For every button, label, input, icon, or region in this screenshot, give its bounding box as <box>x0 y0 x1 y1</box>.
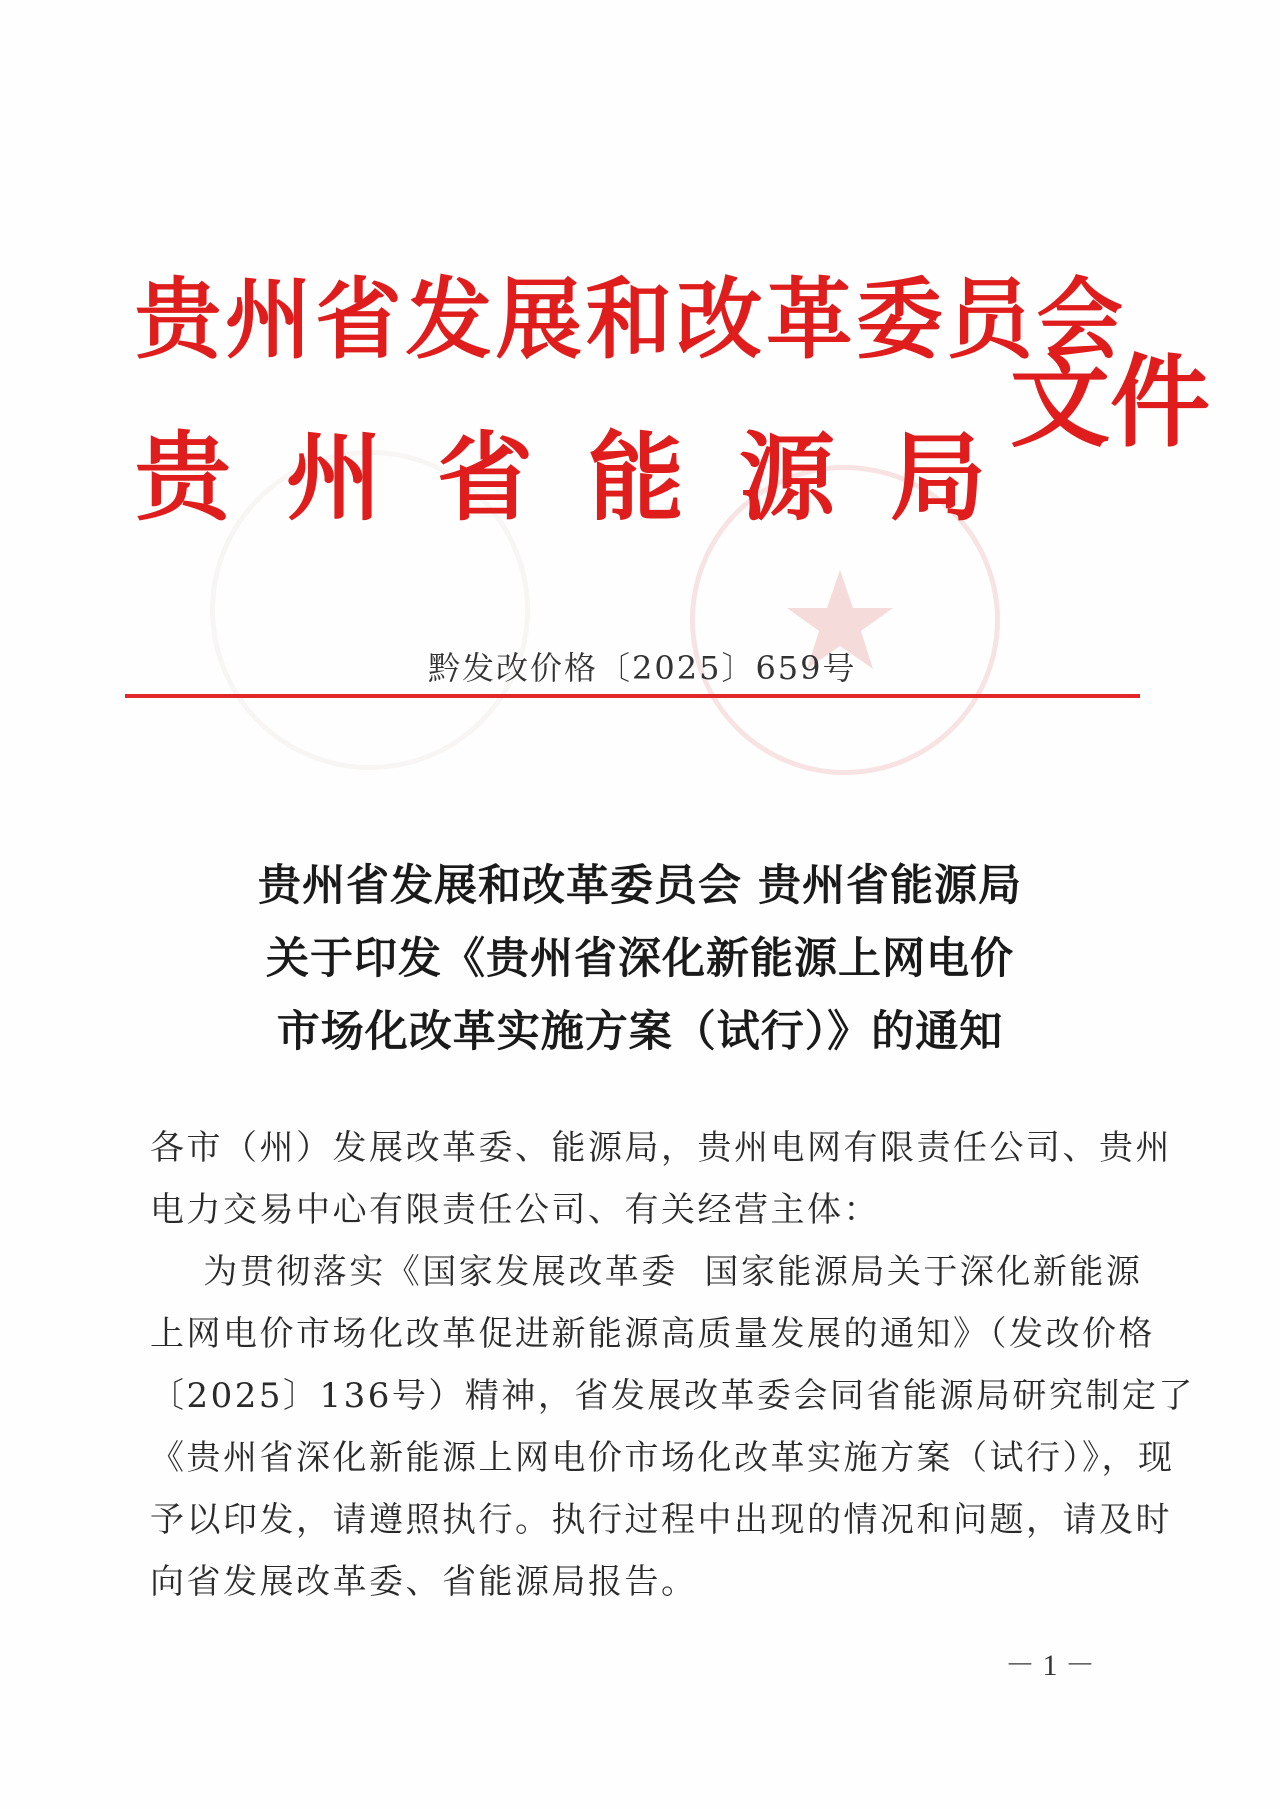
issuer-char: 局 <box>890 421 986 534</box>
title-line: 贵州省发展和改革委员会 贵州省能源局 <box>258 861 1022 911</box>
issuer-char: 能 <box>588 421 684 534</box>
issuer-char: 贵 <box>135 421 231 534</box>
title-line: 关于印发《贵州省深化新能源上网电价 <box>266 934 1014 984</box>
body-line: 〔2025〕136号）精神，省发展改革委会同省能源局研究制定了 <box>150 1376 1195 1416</box>
red-divider-line <box>125 694 1140 698</box>
document-body <box>150 1117 1195 1613</box>
document-number: 黔发改价格〔2025〕659号 <box>428 649 857 687</box>
issuer-name-line2 <box>135 421 986 534</box>
document-type-label: 文件 <box>1010 343 1210 461</box>
page-number: － 1 － <box>1005 1649 1095 1682</box>
body-line: 各市（州）发展改革委、能源局，贵州电网有限责任公司、贵州 <box>150 1128 1172 1168</box>
issuer-char: 州 <box>286 421 382 534</box>
issuer-name-line1: 贵州省发展和改革委员会 <box>135 267 1127 371</box>
document-title <box>150 850 1130 1069</box>
issuer-char: 源 <box>739 421 835 534</box>
title-line: 市场化改革实施方案（试行）》的通知 <box>276 1007 1004 1057</box>
issuer-char: 省 <box>437 421 533 534</box>
body-line: 向省发展改革委、省能源局报告。 <box>150 1562 698 1602</box>
body-line: 为贯彻落实《国家发展改革委 国家能源局关于深化新能源 <box>150 1252 1143 1292</box>
body-line: 上网电价市场化改革促进新能源高质量发展的通知》（发改价格 <box>150 1314 1155 1354</box>
body-line: 《贵州省深化新能源上网电价市场化改革实施方案（试行）》，现 <box>150 1438 1175 1478</box>
body-line: 电力交易中心有限责任公司、有关经营主体： <box>150 1190 880 1230</box>
body-line: 予以印发，请遵照执行。执行过程中出现的情况和问题，请及时 <box>150 1500 1172 1540</box>
